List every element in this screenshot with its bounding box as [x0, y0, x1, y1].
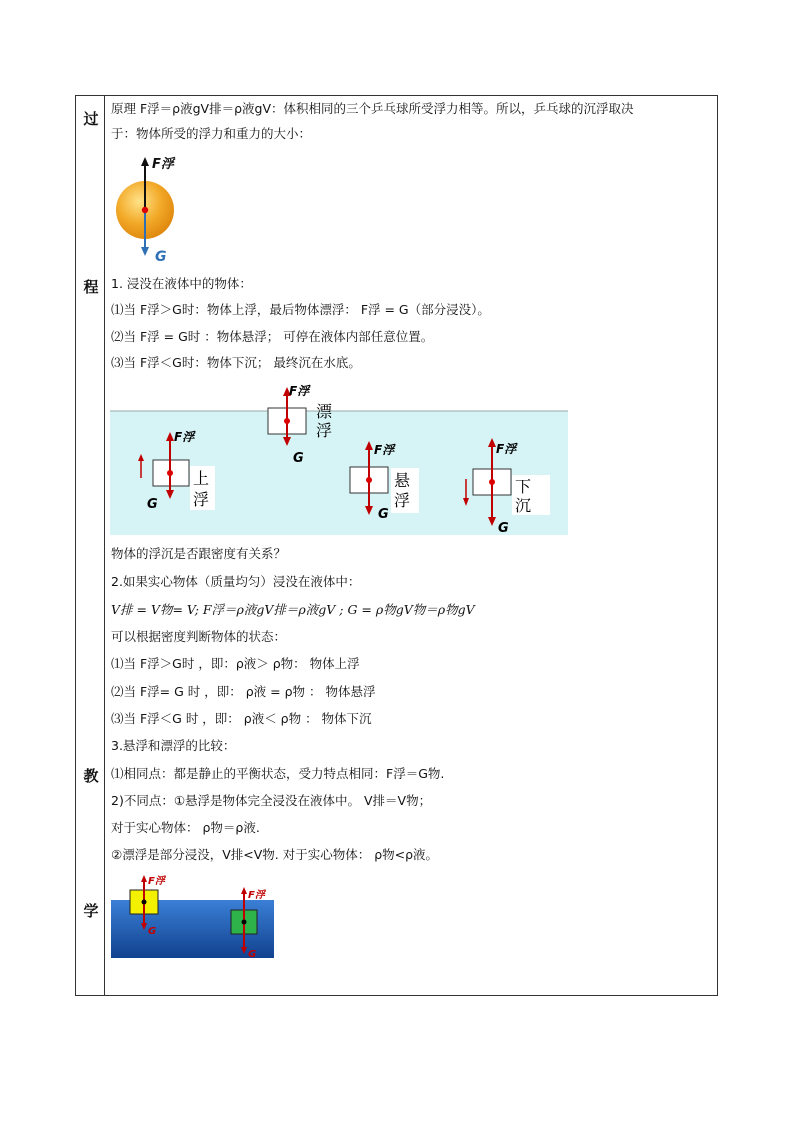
side-char-xue: 学 — [83, 902, 99, 920]
principle-line-cont: 于：物体所受的浮力和重力的大小： — [111, 126, 312, 141]
floating-g-label: G — [293, 451, 304, 466]
section-2-title: 2.如果实心物体（质量均匀）浸没在液体中： — [111, 574, 361, 589]
sinking-word-2: 沉 — [515, 496, 532, 515]
suspended-word-1: 悬 — [394, 471, 411, 490]
compare-suspend-f-label: F浮 — [248, 890, 265, 901]
solid-object-line: 对于实心物体： ρ物＝ρ液. — [111, 820, 260, 835]
rising-g-label: G — [147, 497, 158, 512]
compare-float-f-label: F浮 — [148, 876, 165, 887]
case-rise: ⑴当 F浮＞G时：物体上浮，最后物体漂浮： F浮 = G（部分浸没）。 — [111, 302, 490, 317]
side-char-guo: 过 — [83, 110, 99, 128]
sinking-f-label: F浮 — [496, 442, 517, 456]
float-suspend-compare-figure — [110, 870, 276, 962]
difference-line: 2)不同点：①悬浮是物体完全浸没在液体中。 V排＝V物； — [111, 793, 432, 808]
density-judge-title: 可以根据密度判断物体的状态： — [111, 629, 287, 644]
suspended-g-label: G — [378, 507, 389, 522]
floating-word-2: 浮 — [316, 421, 333, 440]
column-divider — [104, 95, 105, 996]
suspended-word-2: 浮 — [394, 491, 411, 510]
density-case-rise: ⑴当 F浮＞G时 ，即：ρ液＞ ρ物： 物体上浮 — [111, 656, 360, 671]
sinking-g-label: G — [498, 521, 509, 536]
floating-compare-line: ②漂浮是部分浸没，V排<V物. 对于实心物体： ρ物<ρ液。 — [111, 847, 439, 862]
rising-word-1: 上 — [193, 469, 210, 488]
principle-line: 原理 F浮＝ρ液gV排＝ρ液gV：体积相同的三个乒乓球所受浮力相等。所以，乒乓球的沉浮取决 — [111, 101, 634, 116]
section-3-title: 3.悬浮和漂浮的比较： — [111, 738, 236, 753]
ball-force-figure — [112, 152, 192, 267]
gravity-label: G — [155, 249, 167, 265]
buoyancy-label: F浮 — [152, 157, 174, 172]
floating-word-1: 漂 — [316, 402, 333, 421]
section-1-title: 1. 浸没在液体中的物体： — [111, 276, 252, 291]
density-case-sink: ⑶当 F浮＜G 时 ，即： ρ液＜ ρ物 ： 物体下沉 — [111, 711, 372, 726]
side-char-cheng: 程 — [83, 278, 99, 296]
compare-float-g-label: G — [148, 926, 157, 937]
floating-f-label: F浮 — [289, 384, 310, 398]
case-sink: ⑶当 F浮＜G时：物体下沉； 最终沉在水底。 — [111, 355, 361, 370]
rising-word-2: 浮 — [193, 490, 210, 509]
density-case-suspend: ⑵当 F浮= G 时 ，即： ρ液 = ρ物 ： 物体悬浮 — [111, 684, 376, 699]
formula-line: V排 = V物= V; F浮＝ρ液gV排＝ρ液gV ; G = ρ物gV物＝ρ物gV — [111, 602, 475, 617]
compare-suspend-g-label: G — [248, 949, 257, 960]
case-suspend: ⑵当 F浮 = G时 ：物体悬浮； 可停在液体内部任意位置。 — [111, 329, 434, 344]
rising-f-label: F浮 — [174, 430, 195, 444]
side-char-jiao: 教 — [83, 767, 99, 785]
suspended-f-label: F浮 — [374, 443, 395, 457]
sinking-word-1: 下 — [515, 477, 532, 496]
float-sink-figure — [110, 380, 570, 536]
density-question: 物体的浮沉是否跟密度有关系？ — [111, 546, 287, 561]
similarity-line: ⑴相同点：都是静止的平衡状态，受力特点相同：F浮＝G物. — [111, 766, 445, 781]
